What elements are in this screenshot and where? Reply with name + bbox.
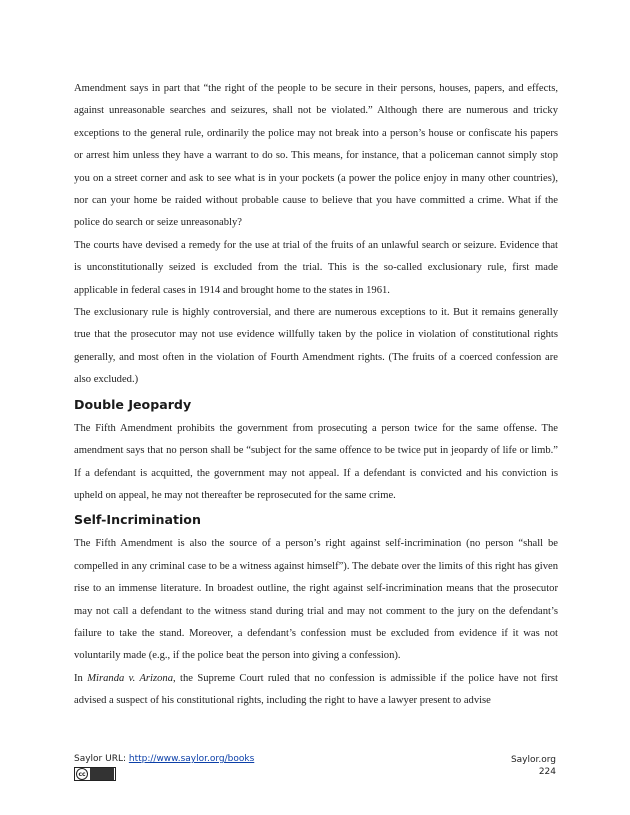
creative-commons-by-icon: cc xyxy=(74,767,116,781)
footer-url-link[interactable]: http://www.saylor.org/books xyxy=(128,754,255,764)
miranda-case-name: Miranda v. Arizona xyxy=(87,672,173,684)
page-number: 224 xyxy=(538,767,556,777)
footer-url-label: Saylor URL: xyxy=(74,754,129,764)
footer-site: Saylor.org xyxy=(510,755,556,765)
miranda-suffix: , the Supreme Court ruled that no confession is admissible if the police have not first advised a suspect of his constitutional rights, including the right to have a lawyer present to advise xyxy=(74,672,558,707)
footer-source xyxy=(74,754,254,764)
paragraph-miranda xyxy=(74,668,558,713)
paragraph-double-jeopardy: The Fifth Amendment prohibits the government from prosecuting a person twice for the same offense. The amendment says that no person shall be “subject for the same offence to be twice put in jeopardy of life or limb.” If a defendant is acquitted, the government may not appeal. If a defendant is convicted and his conviction is upheld on appeal, he may not thereafter be reprosecuted for the same crime. xyxy=(74,422,558,501)
heading-self-incrimination: Self-Incrimination xyxy=(74,512,201,528)
paragraph-exclusionary-rule: The exclusionary rule is highly controversial, and there are numerous exceptions to it. But it remains generally true that the prosecutor may not use evidence willfully taken by the police in violation of constitutional rights generally, and most often in the violation of Fourth Amendment rights. (The fruits of a coerced confession are also excluded.) xyxy=(74,307,558,386)
page-body xyxy=(74,78,558,713)
paragraph-fourth-amendment: Amendment says in part that “the right of the people to be secure in their persons, houses, papers, and effects, against unreasonable searches and seizures, shall not be violated.” Although there are numerous and tricky exceptions to the general rule, ordinarily the police may not break into a person’s house or confiscate his papers or arrest him unless they have a warrant to do so. This means, for instance, that a policeman cannot simply stop you on a street corner and ask to see what is in your pockets (a power the police enjoy in many other countries), nor can your home be raided without probable cause to believe that you have committed a crime. What if the police do search or seize unreasonably? xyxy=(74,83,558,229)
paragraph-remedy: The courts have devised a remedy for the use at trial of the fruits of an unlawful search or seizure. Evidence that is unconstitutionally seized is excluded from the trial. This is the so-called exclusionary rule, first made applicable in federal cases in 1914 and brought home to the states in 1961. xyxy=(74,239,558,296)
paragraph-self-incrimination: The Fifth Amendment is also the source of a person’s right against self-incrimination (no person “shall be compelled in any criminal case to be a witness against himself”). The debate over the limits of this right has given rise to an immense literature. In broadest outline, the right against self-incrimination means that the prosecutor may not call a defendant to the witness stand during trial and may not comment to the jury on the defendant’s failure to take the stand. Moreover, a defendant’s confession must be excluded from evidence if it was not voluntarily made (e.g., if the police beat the person into giving a confession). xyxy=(74,538,558,662)
footer-page-info xyxy=(511,754,556,778)
heading-double-jeopardy: Double Jeopardy xyxy=(74,396,192,412)
miranda-prefix: In xyxy=(74,672,88,684)
